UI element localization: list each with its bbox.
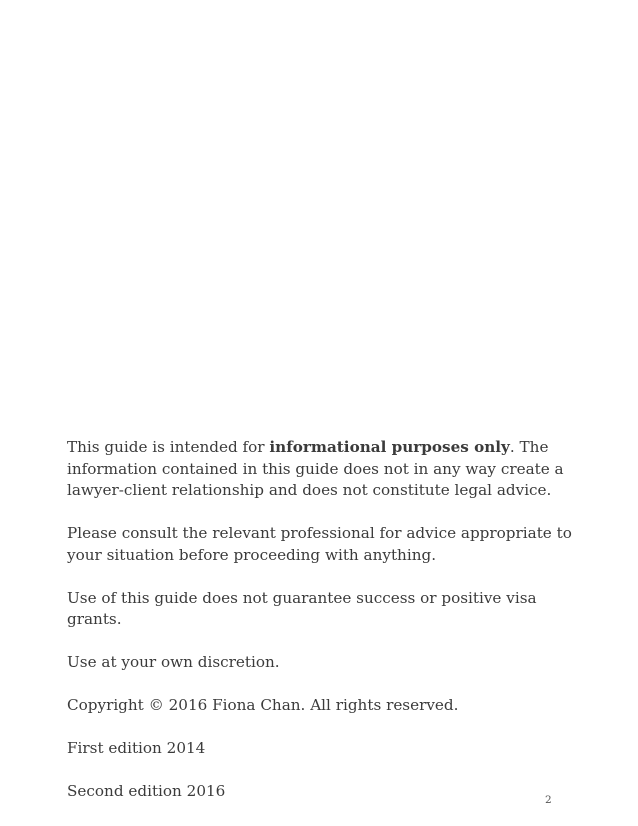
disclaimer-text-start: This guide is intended for [67, 438, 270, 456]
disclaimer-text-end: . The information contained in this guide does not in any way create a lawyer-client relationship and does not constitute legal advice. [67, 438, 564, 499]
no-guarantee-paragraph: Use of this guide does not guarantee success or positive visa grants. [67, 588, 537, 628]
first-edition-line: First edition 2014 [67, 739, 206, 757]
disclaimer-paragraph [67, 437, 587, 502]
disclaimer-block [67, 437, 587, 824]
consult-professional-paragraph: Please consult the relevant professional for advice appropriate to your situation before proceeding with anything. [67, 524, 572, 564]
discretion-paragraph: Use at your own discretion. [67, 653, 280, 671]
second-edition-line: Second edition 2016 [67, 782, 226, 800]
informational-purposes-emphasis: informational purposes only [269, 438, 510, 456]
copyright-notice: Copyright © 2016 Fiona Chan. All rights reserved. [67, 696, 459, 714]
page-number: 2 [545, 794, 552, 806]
